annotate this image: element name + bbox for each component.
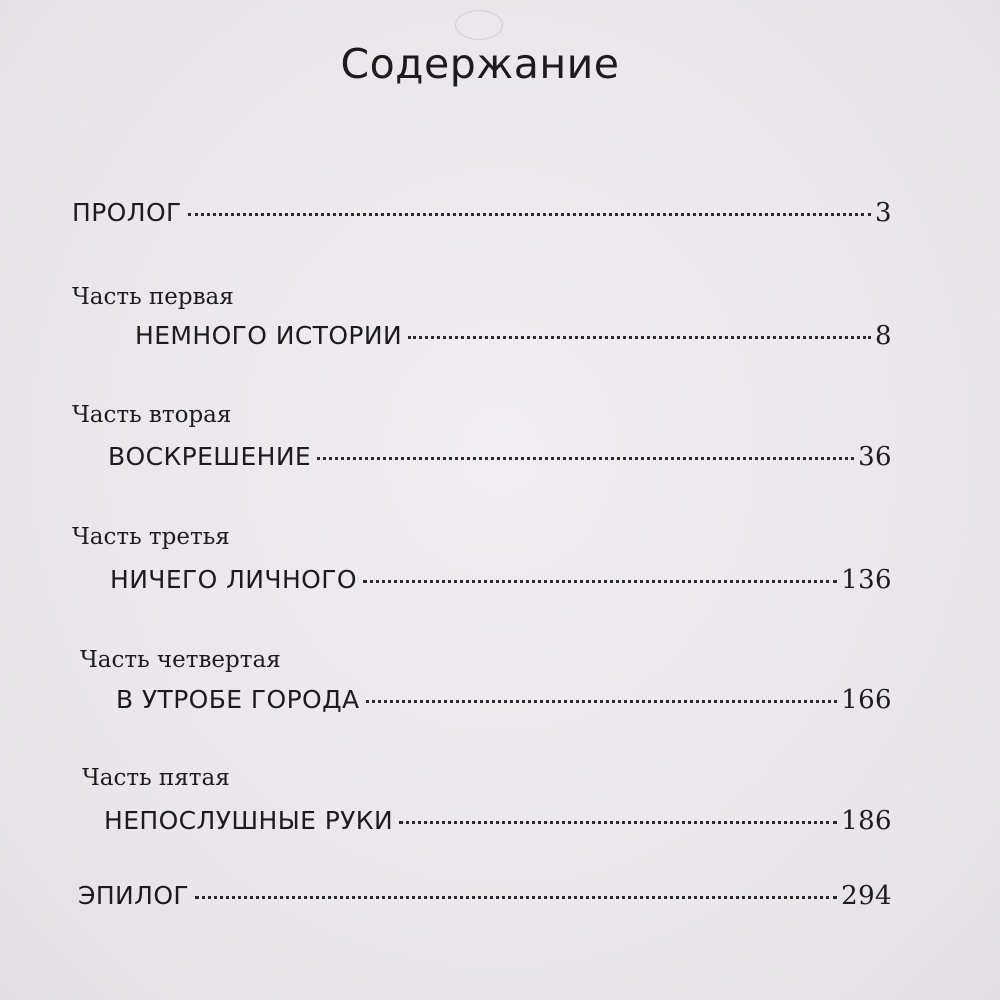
toc-entry-title: НЕМНОГО ИСТОРИИ bbox=[135, 321, 403, 350]
toc-entry-page: 36 bbox=[858, 442, 892, 472]
part-label-3: Часть третья bbox=[72, 524, 230, 550]
toc-entry-page: 166 bbox=[841, 685, 892, 715]
page-title: Содержание bbox=[340, 40, 620, 88]
toc-entry-title: В УТРОБЕ ГОРОДА bbox=[116, 685, 360, 714]
dot-leader bbox=[188, 213, 871, 216]
toc-entry-title: НЕПОСЛУШНЫЕ РУКИ bbox=[104, 806, 394, 835]
dot-leader bbox=[317, 457, 854, 460]
toc-entry-page: 3 bbox=[875, 198, 892, 228]
part-label-1: Часть первая bbox=[72, 284, 234, 310]
toc-entry-title: ВОСКРЕШЕНИЕ bbox=[108, 442, 312, 471]
toc-entry-epilogue bbox=[78, 881, 892, 911]
toc-entry-title: ПРОЛОГ bbox=[72, 198, 182, 227]
toc-entry-page: 8 bbox=[875, 321, 892, 351]
dot-leader bbox=[399, 821, 837, 824]
toc-entry-part-1 bbox=[135, 321, 892, 351]
dot-leader bbox=[363, 580, 837, 583]
part-label-5: Часть пятая bbox=[82, 765, 230, 791]
toc-entry-page: 186 bbox=[841, 806, 892, 836]
dot-leader bbox=[408, 336, 871, 339]
part-label-2: Часть вторая bbox=[72, 402, 232, 428]
dot-leader bbox=[366, 700, 838, 703]
age-rating-badge-bleedthrough bbox=[455, 10, 503, 40]
toc-entry-title: НИЧЕГО ЛИЧНОГО bbox=[110, 565, 357, 594]
toc-entry-page: 136 bbox=[841, 565, 892, 595]
toc-entry-title: ЭПИЛОГ bbox=[78, 881, 190, 910]
toc-entry-part-4 bbox=[116, 685, 892, 715]
part-label-4: Часть четвертая bbox=[80, 647, 281, 673]
toc-entry-part-2 bbox=[108, 442, 892, 472]
toc-entry-prologue bbox=[72, 198, 892, 228]
toc-entry-page: 294 bbox=[841, 881, 892, 911]
toc-entry-part-3 bbox=[110, 565, 892, 595]
dot-leader bbox=[195, 896, 837, 899]
toc-entry-part-5 bbox=[104, 806, 892, 836]
